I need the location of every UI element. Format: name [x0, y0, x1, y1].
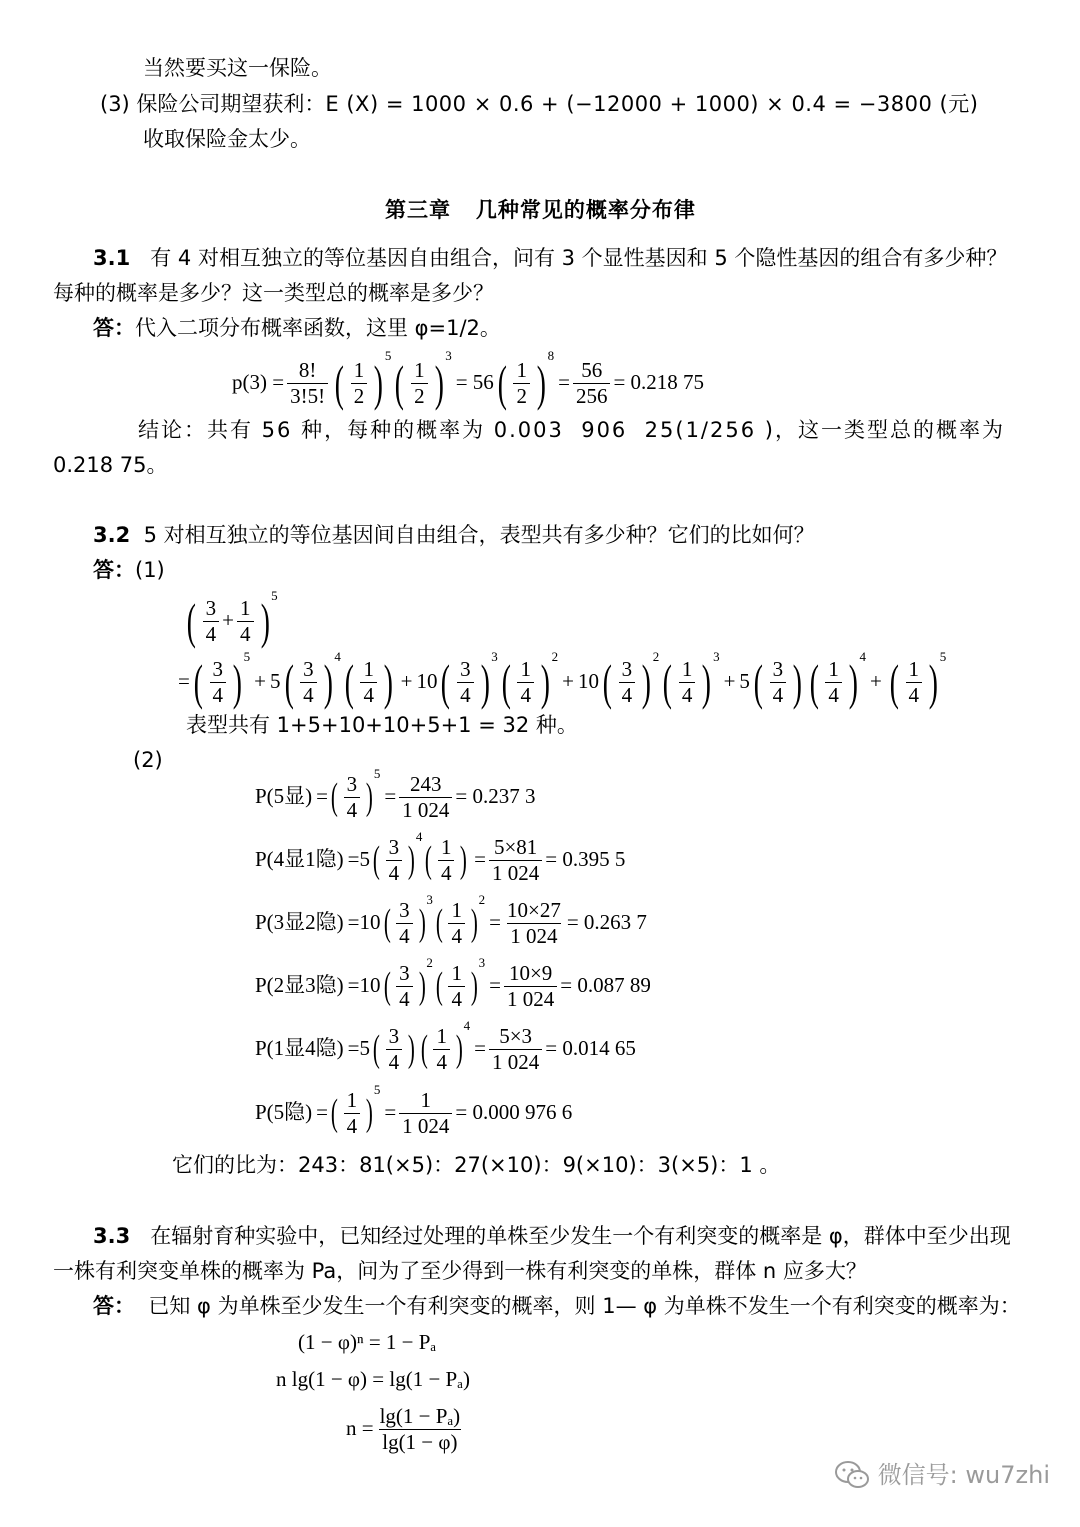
- q31-line-1: [93, 246, 1007, 271]
- term-paren: ( $\frac{3}{4}$ ): [602, 654, 652, 710]
- q32-binomial-power: [183, 588, 278, 650]
- fraction-paren: ( $\frac{3}{4}$ ): [383, 898, 426, 948]
- row-result: = 0.087 89: [560, 973, 651, 998]
- q31-text-1: 有 4 对相互独立的等位基因自由组合，问有 3 个显性基因和 5 个隐性基因的组合有多少种？: [150, 246, 1008, 270]
- frac-den: 4: [344, 797, 361, 821]
- term-paren: ( $\frac{1}{4}$ ): [889, 654, 938, 710]
- coef: 5: [270, 669, 281, 694]
- frac-num: 1: [346, 1088, 358, 1113]
- row-result: = 0.395 5: [545, 847, 626, 872]
- q32-part-2: (2): [133, 748, 163, 772]
- probability-row: P(1显4隐) = 5 ( $\frac{3}{4}$ ) ( $\frac{1}{4}$ ) 4 = $\frac{5\times 3}{1 024}$ = 0.014 65: [255, 1018, 636, 1074]
- frac-den: 4: [344, 1113, 361, 1137]
- row-num: 5×81: [493, 835, 538, 860]
- frac-den: 4: [448, 923, 465, 947]
- frac-num: 3: [460, 657, 471, 682]
- exp: 4: [463, 1018, 471, 1033]
- q31-half-paren-3: ( $\frac{1}{2}$ ): [497, 355, 546, 411]
- frac-num: 1: [440, 835, 452, 860]
- q32-answer: [93, 558, 165, 583]
- plus: +: [400, 669, 413, 694]
- row-label: P(1显4隐): [255, 1036, 344, 1061]
- frac-den: 4: [619, 682, 636, 706]
- q31-number: 3.1: [93, 246, 131, 270]
- frac-den: 4: [438, 860, 455, 884]
- q31-exp-8: 8: [547, 348, 555, 363]
- frac-num: 1: [363, 657, 374, 682]
- q31-answer: [93, 316, 501, 341]
- row-fraction: [504, 899, 564, 946]
- equals: =: [178, 669, 190, 694]
- fraction-paren: ( $\frac{3}{4}$ ): [372, 1024, 415, 1074]
- frac-num: 3: [346, 772, 358, 797]
- q32-expansion: [178, 649, 947, 711]
- intro-line-3: 收取保险金太少。: [143, 127, 311, 151]
- q32-ratio: 它们的比为：243：81(×5)：27(×10)：9(×10)：3(×5)：1 。: [172, 1153, 781, 1177]
- probability-row: P(4显1隐) = 5 ( $\frac{3}{4}$ ) 4 ( $\frac{1}{4}$ ) = $\frac{5\times 81}{1 024}$ = 0.395 5: [255, 829, 626, 885]
- row-label: P(2显3隐): [255, 973, 344, 998]
- q32-part-1: (1): [135, 558, 165, 582]
- q31-answer-label: 答：: [93, 316, 135, 340]
- coef: 10: [416, 669, 438, 694]
- q31-conclusion-2: 0.218 75。: [53, 453, 168, 477]
- q33-eq3-den: lg(1 − φ): [379, 1429, 460, 1453]
- exp: 4: [415, 829, 423, 844]
- q33-text-1: 在辐射育种实验中，已知经过处理的单株至少发生一个有利突变的概率是 φ，群体中至少出现: [150, 1224, 1011, 1248]
- row-label: P(4显1隐): [255, 847, 344, 872]
- q32-line: [93, 523, 815, 548]
- q31-half-den: 2: [351, 383, 368, 407]
- q31-conclusion-1: 结论：共有 56 种，每种的概率为 0.003 906 25(1/256 )，这一类型总的概率为: [138, 418, 1005, 442]
- q31-coef-num: 8!: [298, 358, 317, 383]
- q31-half-den: 2: [411, 383, 428, 407]
- frac-den: 4: [457, 682, 474, 706]
- fraction-paren: ( $\frac{1}{4}$ ): [420, 1024, 463, 1074]
- row-result: = 0.263 7: [566, 910, 647, 935]
- frac-num: 1: [451, 898, 462, 923]
- frac-num: 3: [303, 657, 314, 682]
- exp: 2: [478, 892, 486, 907]
- q32-answer-label: 答：: [93, 558, 135, 582]
- frac-den: 4: [396, 923, 413, 947]
- exp: 4: [859, 649, 867, 664]
- frac-num: 1: [828, 657, 839, 682]
- row-den: 1 024: [399, 797, 452, 821]
- q31-answer-text: 代入二项分布概率函数，这里 φ=1/2。: [135, 316, 501, 340]
- intro-line-2: [100, 92, 978, 117]
- probability-row: P(5隐) = ( $\frac{1}{4}$ ) 5 = $\frac{1}{1 024}$ = 0.000 976 6: [255, 1082, 573, 1138]
- term-paren: ( $\frac{3}{4}$ ): [284, 654, 333, 710]
- q31-half-num: 1: [353, 358, 365, 383]
- term-paren: ( $\frac{1}{4}$ ): [809, 654, 858, 710]
- coef: 10: [577, 669, 599, 694]
- row-fraction: [504, 962, 557, 1009]
- q31-binomial-formula: p(3) = $\frac{8!}{3!5!}$ ( $\frac{1}{2}$ ) 5 ( $\frac{1}{2}$ ) 3 = 56 ( $\frac{1}{2}$ ) 8 = $\frac{56}{256}$ = 0.218 75: [232, 348, 705, 411]
- probability-row: P(3显2隐) = 10 ( $\frac{3}{4}$ ) 3 ( $\frac{1}{4}$ ) 2 = $\frac{10\times 27}{1 024}$ = 0.263 7: [255, 892, 647, 948]
- q33-eq3-num: lg(1 − Pₐ): [379, 1404, 461, 1429]
- exp: 5: [939, 649, 947, 664]
- q31-res-den: 256: [573, 383, 611, 407]
- q33-eq-3: [346, 1400, 466, 1458]
- plus: +: [723, 669, 736, 694]
- row-den: 1 024: [489, 1049, 542, 1073]
- row-coef: 10: [359, 973, 381, 998]
- frac-num: 1: [240, 596, 251, 621]
- row-result: = 0.014 65: [545, 1036, 636, 1061]
- frac-num: 3: [772, 657, 784, 682]
- q33-eq-2: n lg(1 − φ) = lg(1 − Pₐ): [276, 1367, 470, 1391]
- exp: 3: [478, 955, 486, 970]
- watermark-text: 微信号: wu7zhi: [877, 1460, 1050, 1489]
- q31-half-paren-2: ( $\frac{1}{2}$ ): [395, 355, 444, 411]
- term-paren: ( $\frac{3}{4}$ ): [441, 654, 490, 710]
- row-result: = 0.237 3: [455, 784, 536, 809]
- row-den: 1 024: [504, 986, 557, 1010]
- frac-num: 1: [436, 1024, 447, 1049]
- row-result: = 0.000 976 6: [455, 1100, 573, 1125]
- q31-formula-mid: = 56: [455, 370, 494, 395]
- q31-exp-3: 3: [445, 348, 452, 363]
- term-paren: ( $\frac{1}{4}$ ): [662, 654, 712, 710]
- frac-num: 3: [388, 1024, 400, 1049]
- frac-num: 3: [212, 657, 223, 682]
- exp: 2: [551, 649, 559, 664]
- q33-eq3-lhs: n =: [346, 1416, 374, 1441]
- wechat-icon: [834, 1460, 870, 1490]
- exp: 5: [271, 588, 278, 603]
- row-num: 1: [420, 1088, 432, 1113]
- row-coef: 5: [359, 847, 371, 872]
- row-label: P(5显): [255, 784, 313, 809]
- frac-den: 4: [237, 621, 254, 645]
- row-num: 243: [410, 772, 442, 797]
- row-fraction: [489, 1025, 542, 1072]
- exp: 5: [373, 1082, 381, 1097]
- row-den: 1 024: [489, 860, 542, 884]
- fraction-paren: ( $\frac{3}{4}$ ): [372, 835, 415, 885]
- q33-text-2: 一株有利突变单株的概率为 Pa，问为了至少得到一株有利突变的单株，群体 n 应多大？: [53, 1259, 867, 1283]
- fraction-paren: ( $\frac{3}{4}$ ): [330, 772, 373, 822]
- exp: 5: [373, 766, 381, 781]
- q31-formula-lhs: p(3) =: [232, 370, 285, 395]
- frac-num: 1: [908, 657, 920, 682]
- row-coef: 10: [359, 910, 381, 935]
- frac-num: 1: [681, 657, 693, 682]
- frac-num: 3: [399, 898, 410, 923]
- exp: 3: [426, 892, 433, 907]
- row-num: 10×9: [508, 961, 553, 986]
- frac-num: 3: [205, 596, 217, 621]
- exp: 2: [652, 649, 660, 664]
- frac-den: 4: [433, 1049, 450, 1073]
- q32-power-paren: ( $\frac{3}{4}$ + $\frac{1}{4}$ ): [186, 593, 270, 649]
- fraction-paren: ( $\frac{3}{4}$ ): [383, 961, 426, 1011]
- frac-den: 4: [210, 682, 227, 706]
- intro-line-2-prefix: (3) 保险公司期望获利：: [100, 92, 326, 116]
- term-paren: ( $\frac{3}{4}$ ): [753, 654, 802, 710]
- row-fraction: [399, 773, 452, 820]
- q33-eq-1: (1 − φ)ⁿ = 1 − Pₐ: [298, 1330, 437, 1354]
- term-paren: ( $\frac{3}{4}$ ): [193, 654, 242, 710]
- plus: +: [254, 669, 266, 694]
- expected-profit-formula: E (X) = 1000 × 0.6 + (−12000 + 1000) × 0.4 = −3800 (元): [325, 92, 979, 116]
- q33-eq3-fraction: [377, 1405, 464, 1452]
- probability-row: P(2显3隐) = 10 ( $\frac{3}{4}$ ) 2 ( $\frac{1}{4}$ ) 3 = $\frac{10\times 9}{1 024}$ = 0.087 89: [255, 955, 651, 1011]
- row-fraction: [399, 1089, 452, 1136]
- row-num: 5×3: [499, 1024, 533, 1049]
- row-label: P(3显2隐): [255, 910, 344, 935]
- frac-den: 4: [386, 860, 403, 884]
- frac-den: 4: [770, 682, 787, 706]
- frac-den: 4: [203, 621, 220, 645]
- frac-den: 4: [679, 682, 696, 706]
- q31-half-num: 1: [516, 358, 527, 383]
- frac-den: 4: [825, 682, 842, 706]
- frac-num: 3: [399, 961, 410, 986]
- exp: 4: [334, 649, 341, 664]
- frac-den: 4: [300, 682, 317, 706]
- fraction-paren: ( $\frac{1}{4}$ ): [435, 961, 478, 1011]
- coef: 5: [739, 669, 750, 694]
- q31-half-den: 2: [513, 383, 530, 407]
- q31-exp-5: 5: [384, 348, 392, 363]
- frac-num: 3: [621, 657, 633, 682]
- row-den: 1 024: [507, 923, 560, 947]
- frac-den: 4: [906, 682, 923, 706]
- exp: 3: [491, 649, 498, 664]
- frac-den: 4: [396, 986, 413, 1010]
- frac-num: 3: [388, 835, 400, 860]
- row-den: 1 024: [399, 1113, 452, 1137]
- frac-num: 1: [520, 657, 531, 682]
- q31-half-num: 1: [414, 358, 425, 383]
- q32-text: 5 对相互独立的等位基因间自由组合，表型共有多少种？它们的比如何？: [143, 523, 815, 547]
- q31-coef-den: 3!5!: [287, 383, 328, 407]
- row-coef: 5: [359, 1036, 371, 1061]
- wechat-watermark: [834, 1460, 1050, 1490]
- q33-answer: [93, 1294, 1021, 1319]
- q33-line-1: [93, 1224, 1011, 1249]
- exp: 2: [426, 955, 433, 970]
- q31-formula-result: = 0.218 75: [613, 370, 705, 395]
- term-paren: ( $\frac{1}{4}$ ): [344, 654, 393, 710]
- probability-row: P(5显) = ( $\frac{3}{4}$ ) 5 = $\frac{243}{1 024}$ = 0.237 3: [255, 766, 536, 822]
- q31-result-fraction: [573, 359, 611, 406]
- row-label: P(5隐): [255, 1100, 313, 1125]
- q31-res-num: 56: [581, 358, 603, 383]
- frac-den: 4: [517, 682, 534, 706]
- fraction-paren: ( $\frac{1}{4}$ ): [330, 1088, 373, 1138]
- q33-number: 3.3: [93, 1224, 131, 1248]
- frac-den: 4: [386, 1049, 403, 1073]
- frac-num: 1: [451, 961, 462, 986]
- intro-line-1: 当然要买这一保险。: [143, 56, 332, 80]
- plus: +: [870, 669, 882, 694]
- fraction-paren: ( $\frac{1}{4}$ ): [435, 898, 478, 948]
- exp: 3: [713, 649, 720, 664]
- frac-den: 4: [360, 682, 377, 706]
- exp: 5: [243, 649, 251, 664]
- q31-text-2: 每种的概率是多少？这一类型总的概率是多少？: [53, 281, 494, 305]
- q33-answer-label: 答：: [93, 1294, 135, 1318]
- chapter-title: 第三章 几种常见的概率分布律: [385, 198, 696, 222]
- row-fraction: [489, 836, 542, 883]
- q31-coef-fraction: [287, 359, 328, 406]
- q33-answer-text: 已知 φ 为单株至少发生一个有利突变的概率，则 1— φ 为单株不发生一个有利突变的概率为：: [148, 1294, 1021, 1318]
- row-num: 10×27: [506, 898, 561, 923]
- term-paren: ( $\frac{1}{4}$ ): [501, 654, 550, 710]
- plus: +: [222, 608, 234, 633]
- q32-total: 表型共有 1+5+10+10+5+1 = 32 种。: [186, 713, 578, 737]
- frac-den: 4: [448, 986, 465, 1010]
- fraction-paren: ( $\frac{1}{4}$ ): [425, 835, 468, 885]
- plus: +: [562, 669, 574, 694]
- q31-half-paren-1: ( $\frac{1}{2}$ ): [334, 355, 384, 411]
- q32-number: 3.2: [93, 523, 131, 547]
